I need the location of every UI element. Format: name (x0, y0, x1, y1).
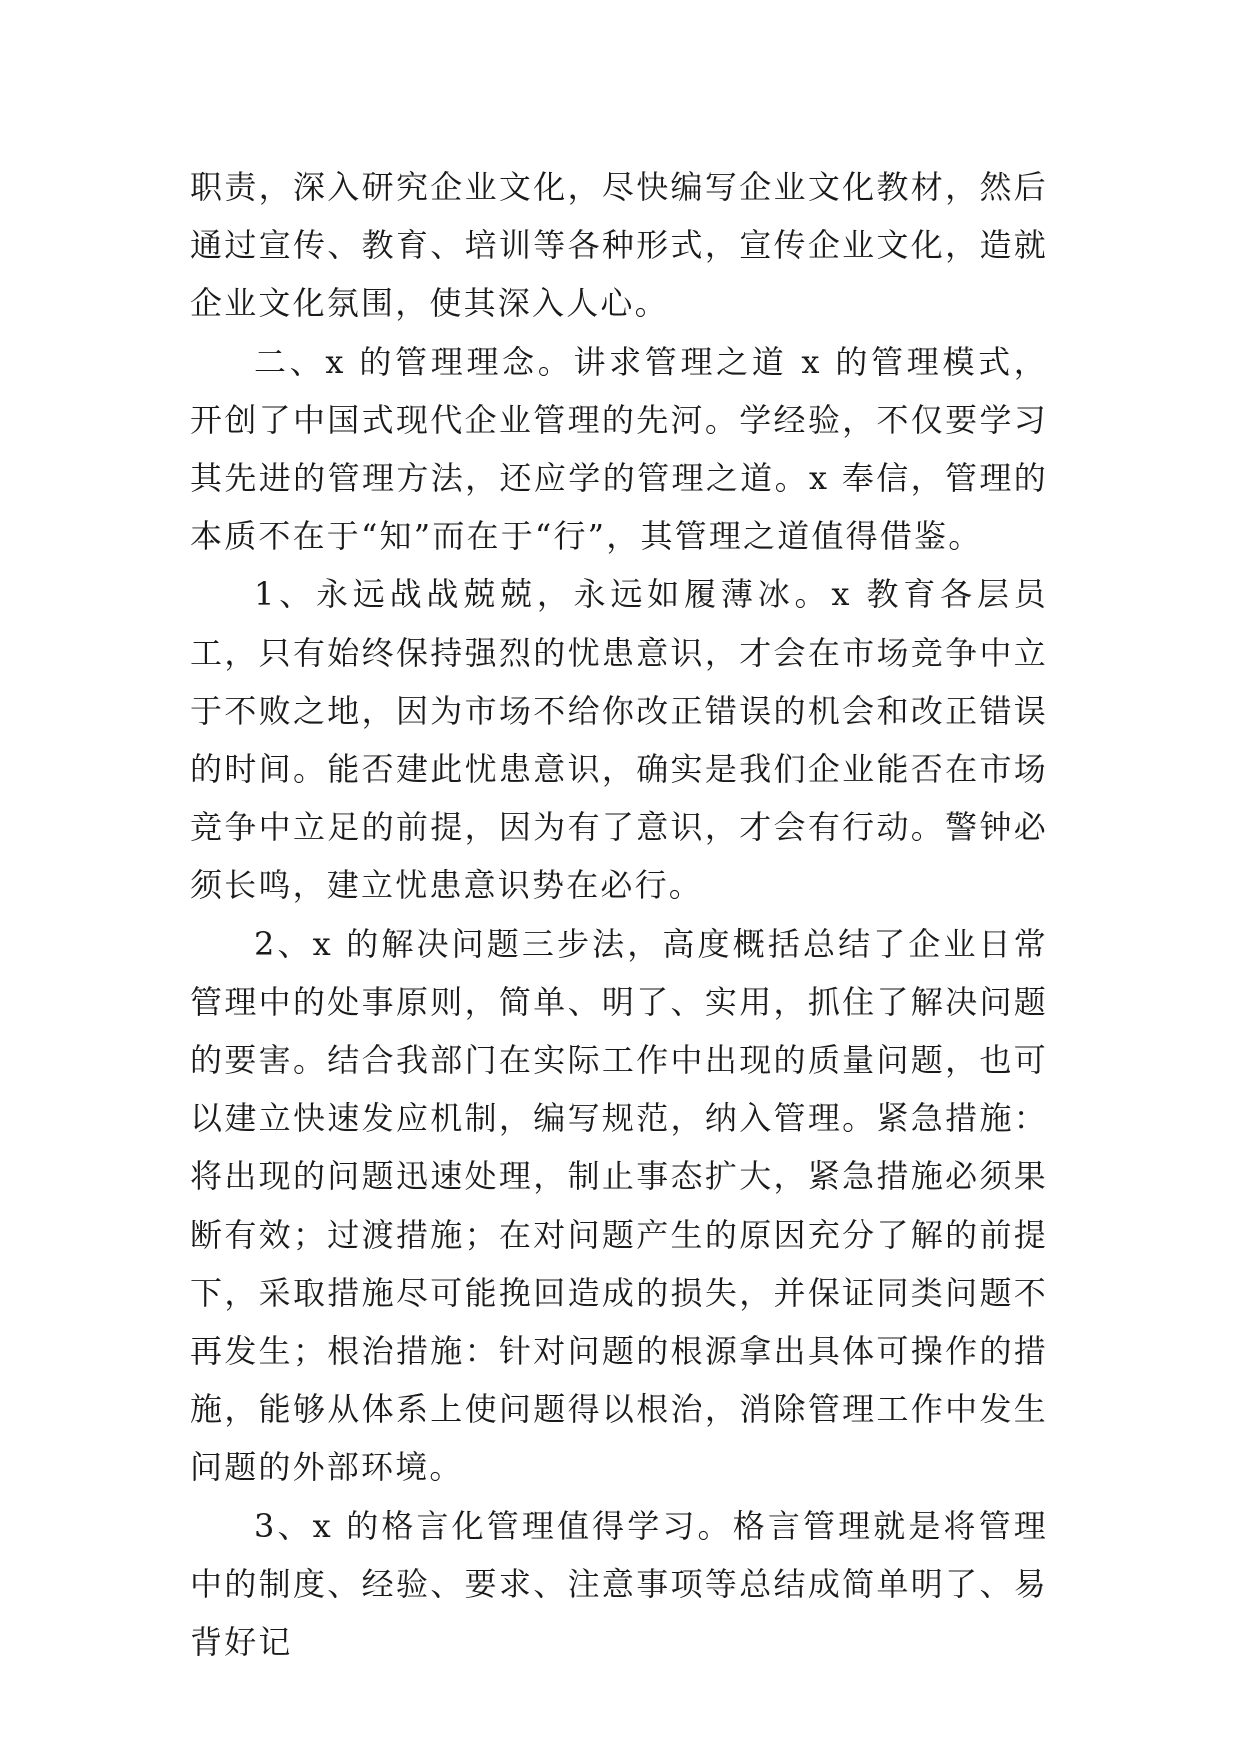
paragraph-point-2: 2、x 的解决问题三步法，高度概括总结了企业日常管理中的处事原则，简单、明了、实用，抓住了解决问题的要害。结合我部门在实际工作中出现的质量问题，也可以建立快速发应机制，编写规范，纳入管理。紧急措施：将出现的问题迅速处理，制止事态扩大，紧急措施必须果断有效；过渡措施；在对问题产生的原因充分了解的前提下，采取措施尽可能挽回造成的损失，并保证同类问题不再发生；根治措施：针对问题的根源拿出具体可操作的措施，能够从体系上使问题得以根治，消除管理工作中发生问题的外部环境。 (190, 924, 1048, 1487)
paragraph-management-philosophy: 二、x 的管理理念。讲求管理之道 x 的管理模式，开创了中国式现代企业管理的先河。学经验，不仅要学习其先进的管理方法，还应学的管理之道。x 奉信，管理的本质不在于“知”而在于“行”，其管理之道值得借鉴。 (190, 342, 1048, 556)
document-body (190, 158, 1048, 1671)
paragraph-point-3: 3、x 的格言化管理值得学习。格言管理就是将管理中的制度、经验、要求、注意事项等总结成简单明了、易背好记 (190, 1506, 1048, 1662)
paragraph-continuation: 职责，深入研究企业文化，尽快编写企业文化教材，然后通过宣传、教育、培训等各种形式，宣传企业文化，造就企业文化氛围，使其深入人心。 (190, 168, 1048, 323)
paragraph-point-1: 1、永远战战兢兢，永远如履薄冰。x 教育各层员工，只有始终保持强烈的忧患意识，才会在市场竞争中立于不败之地，因为市场不给你改正错误的机会和改正错误的时间。能否建此忧患意识，确实是我们企业能否在市场竞争中立足的前提，因为有了意识，才会有行动。警钟必须长鸣，建立忧患意识势在必行。 (190, 575, 1048, 905)
